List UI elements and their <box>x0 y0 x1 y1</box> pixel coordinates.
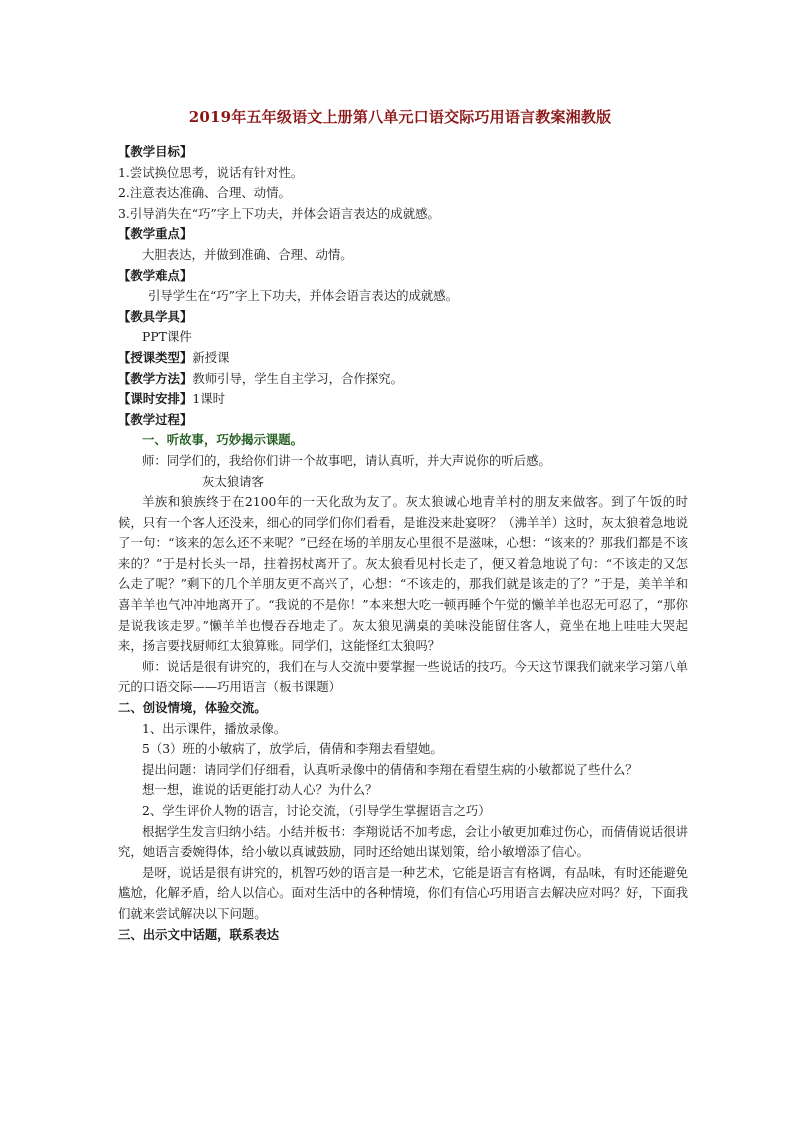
heading-teaching-tools: 【教具学具】 <box>118 308 193 324</box>
story-title: 灰太狼请客 <box>202 473 264 489</box>
section-3-heading: 三、出示文中话题，联系表达 <box>118 926 280 942</box>
teaching-tools-text: PPT课件 <box>142 329 192 345</box>
question-paragraph: 提出问题：请同学们仔细看，认真听录像中的倩倩和李翔在看望生病的小敏都说了些什么？ <box>142 761 638 777</box>
heading-teaching-process: 【教学过程】 <box>118 411 193 427</box>
heading-teaching-method: 【教学方法】 <box>118 370 193 386</box>
section-2-heading: 二、创设情境，体验交流。 <box>118 700 267 716</box>
story-paragraph: 羊族和狼族终于在2100年的一天化敌为友了。灰太狼诚心地青羊村的朋友来做客。到了午饭的时候，只有一个客人还没来，细心的同学们你们看看，是谁没来赴宴呀？（沸羊羊）这时，灰太狼着急地说了一句：“该来的怎么还不来呢？”已经在场的羊朋友心里很不是滋味，心想：“该来的？那我们都是不该来的？”于是村长头一昂，拄着拐杖离开了。灰太狼看见村长走了，便又着急地说了句：“不该走的又怎么走了呢？”剩下的几个羊朋友更不高兴了，心想：“不该走的，那我们就是该走的了？”于是，美羊羊和喜羊羊也气冲冲地离开了。“我说的不是你！”本来想大吃一顿再睡个午觉的懒羊羊也忍无可忍了，“那你是说我该走罗。”懒羊羊也慢吞吞地走了。灰太狼见满桌的美味没能留住客人，竟坐在地上哇哇大哭起来，扬言要找厨师红太狼算账。同学们，这能怪红太狼吗？ <box>118 494 688 654</box>
heading-class-hours: 【课时安排】 <box>118 391 193 407</box>
class-hours-text: 1课时 <box>192 391 226 407</box>
closing-paragraph: 是呀，说话是很有讲究的，机智巧妙的语言是一种艺术，它能是语言有格调，有品味，有时还能避免尴尬，化解矛盾，给人以信心。面对生活中的各种情境，你们有信心巧用语言去解决应对吗？好，下面我们就来尝试解决以下问题。 <box>118 864 688 921</box>
goal-item-2: 2.注意表达准确、合理、动情。 <box>118 185 291 201</box>
goal-item-3: 3.引导消失在“巧”字上下功夫，并体会语言表达的成就感。 <box>118 205 440 221</box>
heading-lesson-type: 【授课类型】 <box>118 349 193 365</box>
teaching-method-row <box>118 369 688 390</box>
teaching-method-text: 教师引导，学生自主学习，合作探究。 <box>192 370 403 386</box>
heading-difficulties: 【教学难点】 <box>118 267 193 283</box>
think-text: 想一想，谁说的话更能打动人心？为什么？ <box>142 782 378 798</box>
heading-key-points: 【教学重点】 <box>118 226 193 242</box>
difficulties-text: 引导学生在“巧”字上下功夫，并体会语言表达的成就感。 <box>148 288 459 304</box>
document-title: 2019年五年级语文上册第八单元口语交际巧用语言教案湘教版 <box>188 108 612 126</box>
summary-paragraph: 根据学生发言归纳小结。小结并板书：李翔说话不加考虑，会让小敏更加难过伤心，而倩倩说话很讲究，她语言委婉得体，给小敏以真诚鼓励，同时还给她出谋划策，给小敏增添了信心。 <box>118 823 688 860</box>
document-body <box>118 142 688 945</box>
step-1-text: 1、出示课件，播放录像。 <box>142 720 287 736</box>
teacher-transition-paragraph: 师：说话是很有讲究的，我们在与人交流中要掌握一些说话的技巧。今天这节课我们就来学习第八单元的口语交际——巧用语言（板书课题） <box>118 658 688 695</box>
key-points-text: 大胆表达，并做到准确、合理、动情。 <box>142 246 353 262</box>
lesson-type-text: 新授课 <box>192 349 230 365</box>
lesson-type-row <box>118 348 688 369</box>
scenario-text: 5（3）班的小敏病了，放学后，倩倩和李翔去看望她。 <box>142 741 443 757</box>
step-2-text: 2、学生评价人物的语言，讨论交流，（引导学生掌握语言之巧） <box>142 803 491 818</box>
goal-item-1: 1.尝试换位思考，说话有针对性。 <box>118 164 304 180</box>
section-1-heading: 一、听故事，巧妙揭示课题。 <box>142 432 304 448</box>
heading-teaching-goals: 【教学目标】 <box>118 144 193 159</box>
class-hours-row <box>118 389 688 410</box>
teacher-intro-text: 师：同学们的，我给你们讲一个故事吧，请认真听，并大声说你的听后感。 <box>142 452 551 468</box>
